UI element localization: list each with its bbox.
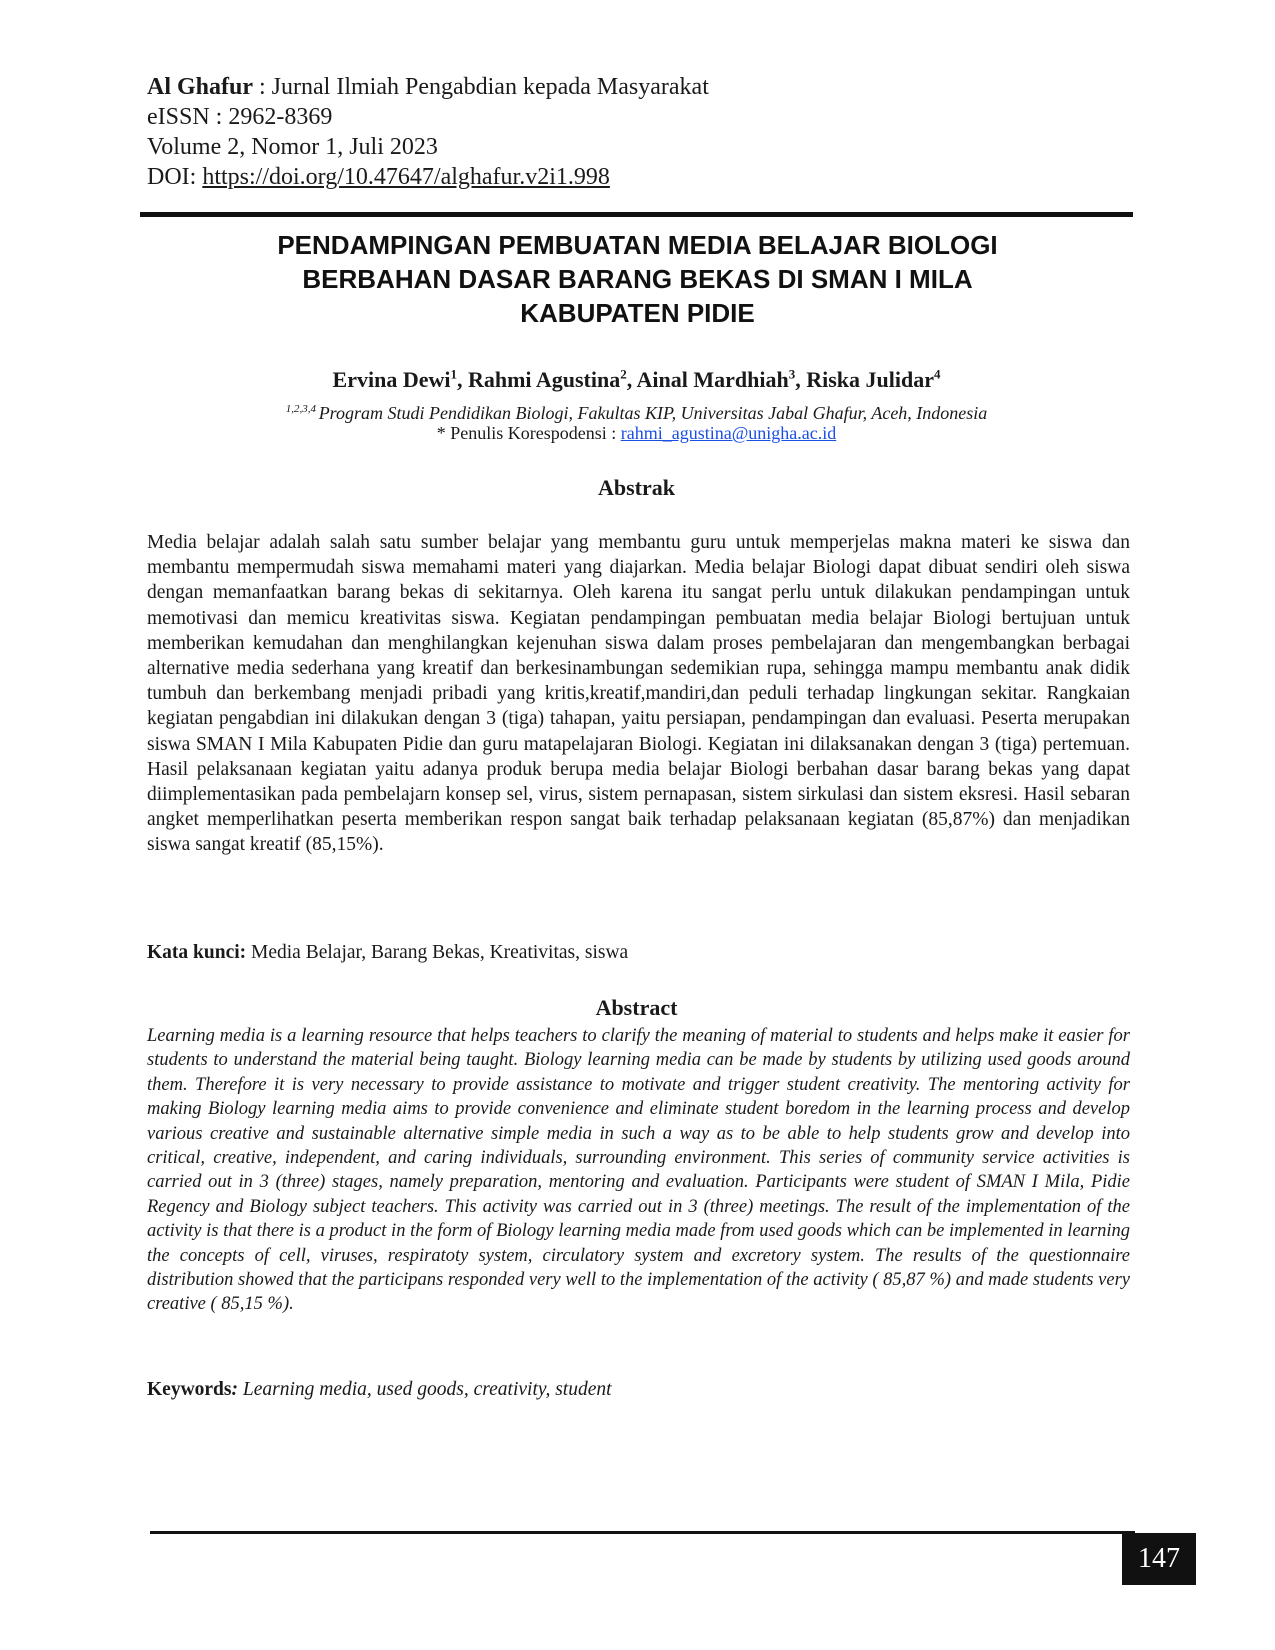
author-separator: ,: [795, 367, 807, 392]
journal-name-line: [147, 72, 1147, 102]
journal-doi-line: [147, 162, 1147, 192]
author-sup: 4: [933, 366, 941, 382]
doi-label: DOI:: [147, 164, 203, 190]
keywords-colon: :: [231, 1379, 238, 1400]
author-list: [140, 366, 1133, 394]
affiliation-sup: 1,2,3,4: [285, 403, 319, 415]
author-name: Ervina Dewi: [332, 367, 451, 392]
journal-subtitle: : Jurnal Ilmiah Pengabdian kepada Masyarakat: [253, 74, 709, 100]
author-sup: 3: [788, 366, 796, 382]
correspondence-email-link[interactable]: rahmi_agustina@unigha.ac.id: [620, 423, 837, 443]
page-number: 147: [1122, 1533, 1196, 1585]
author-separator: ,: [456, 367, 468, 392]
correspondence-label: * Penulis Korespodensi :: [436, 423, 621, 443]
doi-link[interactable]: https://doi.org/10.47647/alghafur.v2i1.998: [202, 164, 610, 190]
footer-divider: [150, 1531, 1135, 1534]
abstract-heading: Abstract: [595, 995, 678, 1020]
kata-kunci: [147, 940, 1130, 965]
author-sup: 1: [450, 366, 457, 382]
journal-volume: Volume 2, Nomor 1, Juli 2023: [147, 134, 438, 160]
author-sup: 2: [620, 366, 627, 382]
abstrak-heading: Abstrak: [597, 475, 675, 500]
journal-eissn: eISSN : 2962-8369: [147, 104, 333, 130]
kata-kunci-label: Kata kunci:: [147, 942, 247, 963]
abstract-body: Learning media is a learning resource that helps teachers to clarify the meaning of material to students and helps make it easier for students to understand the material being taught. Biology learning media can be made by students by utilizing used goods around them. Therefore it is very necessary to provide assistance to motivate and trigger student creativity. The mentoring activity for making Biology learning media aims to provide convenience and eliminate student boredom in the learning process and develop various creative and sustainable alternative simple media in such a way as to be able to help students grow and develop into critical, creative, independent, and caring individuals, surrounding environment. This series of community service activities is carried out in 3 (three) stages, namely preparation, mentoring and evaluation. Participants were student of SMAN I Mila, Pidie Regency and Biology subject teachers. This activity was carried out in 3 (three) meetings. The result of the implementation of the activity is that there is a product in the form of Biology learning media made from used goods which can be implemented in learning the concepts of cell, viruses, respiratoty system, circulatory system and excretory system. The results of the questionnaire distribution showed that the participans responded very well to the implementation of the activity ( 85,87 %) and made students very creative ( 85,15 %).: [147, 1026, 1130, 1315]
author-separator: ,: [626, 367, 637, 392]
author-name: Rahmi Agustina: [467, 367, 621, 392]
correspondence: [140, 421, 1133, 445]
article-title: [180, 228, 1095, 330]
kata-kunci-value: Media Belajar, Barang Bekas, Kreativitas, siswa: [246, 942, 629, 963]
title-line-1: PENDAMPINGAN PEMBUATAN MEDIA BELAJAR BIOLOGI: [277, 230, 998, 260]
keywords: [147, 1377, 1130, 1402]
author-name: Ainal Mardhiah: [636, 367, 789, 392]
journal-name: Al Ghafur: [147, 74, 254, 100]
header-divider: [140, 212, 1133, 217]
author-name: Riska Julidar: [806, 367, 934, 392]
title-line-3: KABUPATEN PIDIE: [520, 298, 755, 328]
journal-header: [147, 72, 1147, 192]
affiliation-text: Program Studi Pendidikan Biologi, Fakultas KIP, Universitas Jabal Ghafur, Aceh, Indonesia: [318, 403, 988, 423]
abstrak-body: Media belajar adalah salah satu sumber belajar yang membantu guru untuk memperjelas makna materi ke siswa dan membantu mempermudah siswa memahami materi yang diajarkan. Media belajar Biologi dapat dibuat sendiri oleh siswa dengan memanfaatkan barang bekas di sekitarnya. Oleh karena itu sangat perlu untuk dilakukan pendampingan untuk memotivasi dan memicu kreativitas siswa. Kegiatan pendampingan pembuatan media belajar Biologi bertujuan untuk memberikan kemudahan dan menghilangkan kejenuhan siswa dalam proses pembelajaran dan mengembangkan berbagai alternative media sederhana yang kreatif dan berkesinambungan sedemikian rupa, sehingga mampu membantu anak didik tumbuh dan berkembang menjadi pribadi yang kritis,kreatif,mandiri,dan peduli terhadap lingkungan sekitar. Rangkaian kegiatan pengabdian ini dilakukan dengan 3 (tiga) tahapan, yaitu persiapan, pendampingan dan evaluasi. Peserta merupakan siswa SMAN I Mila Kabupaten Pidie dan guru matapelajaran Biologi. Kegiatan ini dilaksanakan dengan 3 (tiga) pertemuan. Hasil pelaksanaan kegiatan yaitu adanya produk berupa media belajar Biologi berbahan dasar barang bekas yang dapat diimplementasikan pada pembelajarn konsep sel, virus, sistem pernapasan, sistem sirkulasi dan sistem eksresi. Hasil sebaran angket memperlihatkan peserta memberikan respon sangat baik terhadap pelaksanaan kegiatan (85,87%) dan menjadikan siswa sangat kreatif (85,15%).: [147, 532, 1130, 856]
keywords-value: Learning media, used goods, creativity, student: [238, 1379, 612, 1400]
keywords-label: Keywords: [147, 1379, 232, 1400]
title-line-2: BERBAHAN DASAR BARANG BEKAS DI SMAN I MILA: [302, 264, 973, 294]
